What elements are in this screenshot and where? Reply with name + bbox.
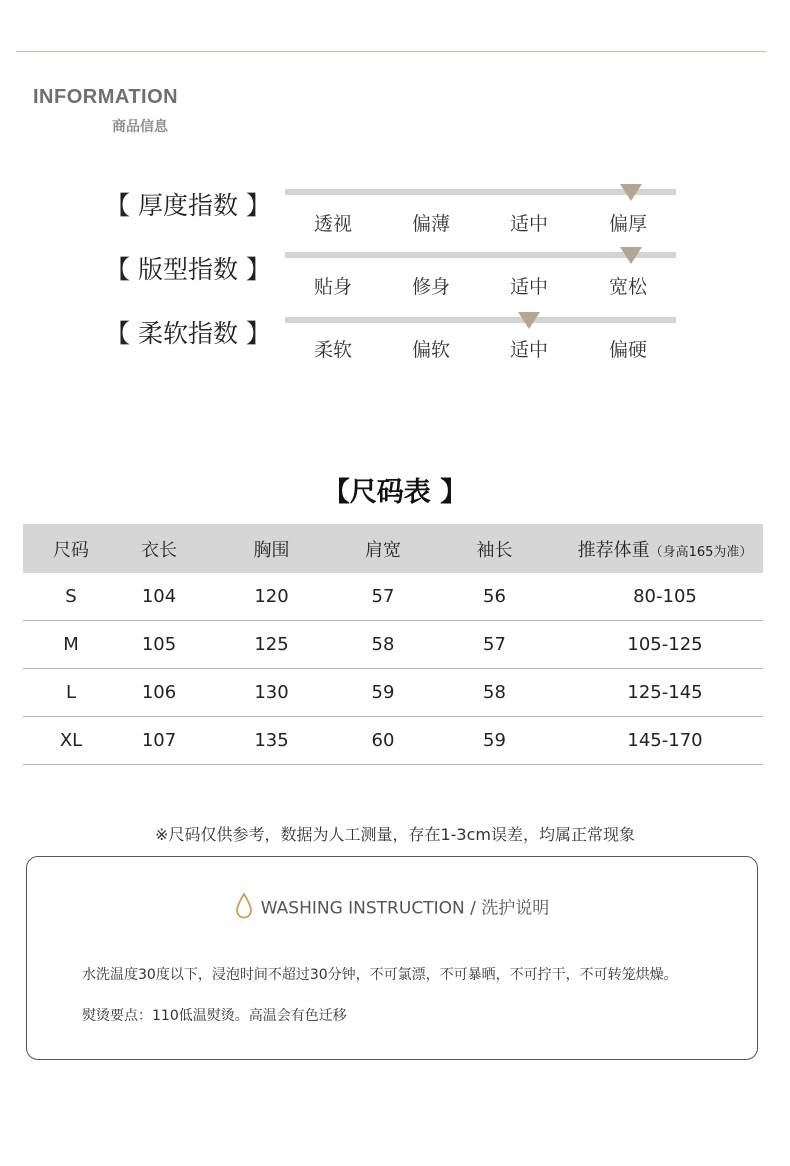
table-cell: 60 <box>344 717 422 765</box>
index-option: 适中 <box>509 213 548 235</box>
index-option: 宽松 <box>608 276 647 298</box>
table-cell: 80-105 <box>567 573 763 621</box>
table-cell: 57 <box>422 621 567 669</box>
table-cell: 135 <box>199 717 344 765</box>
washing-line-1: 水洗温度30度以下，浸泡时间不超过30分钟，不可氯漂，不可暴晒，不可拧干，不可转笼烘燥。 <box>82 967 678 983</box>
table-header-row <box>23 524 763 573</box>
table-row <box>23 573 763 621</box>
thickness-index <box>0 186 790 246</box>
index-label: 【 厚度指数 】 <box>105 191 271 220</box>
index-label: 【 版型指数 】 <box>105 255 271 284</box>
table-cell: 125 <box>199 621 344 669</box>
table-cell: 130 <box>199 669 344 717</box>
table-cell: 56 <box>422 573 567 621</box>
info-subtitle: 商品信息 <box>112 119 168 135</box>
index-option: 偏软 <box>411 339 450 361</box>
index-bar <box>285 252 676 258</box>
index-option: 偏厚 <box>608 213 647 235</box>
header-length: 衣长 <box>119 524 199 573</box>
index-option: 偏硬 <box>608 339 647 361</box>
index-bar <box>285 189 676 195</box>
table-cell: S <box>23 573 119 621</box>
index-marker <box>620 247 642 264</box>
index-option: 贴身 <box>313 276 352 298</box>
washing-header <box>27 893 757 924</box>
washing-title: WASHING INSTRUCTION / 洗护说明 <box>260 898 550 919</box>
header-weight <box>567 524 763 573</box>
index-option: 透视 <box>313 213 352 235</box>
info-title: INFORMATION <box>33 86 179 108</box>
index-label: 【 柔软指数 】 <box>105 319 271 348</box>
table-cell: L <box>23 669 119 717</box>
size-table-title: 【尺码表 】 <box>322 477 468 508</box>
fit-index <box>0 250 790 310</box>
table-cell: 104 <box>119 573 199 621</box>
index-option: 适中 <box>509 339 548 361</box>
washing-instruction-box <box>26 856 758 1060</box>
water-drop-icon <box>235 893 253 924</box>
index-option: 柔软 <box>313 339 352 361</box>
header-size: 尺码 <box>23 524 119 573</box>
table-row <box>23 621 763 669</box>
top-divider <box>16 51 766 52</box>
softness-index <box>0 314 790 374</box>
washing-line-2: 熨烫要点：110低温熨烫。高温会有色迁移 <box>82 1008 347 1024</box>
table-cell: 106 <box>119 669 199 717</box>
size-note: ※尺码仅供参考，数据为人工测量，存在1-3cm误差，均属正常现象 <box>155 825 635 844</box>
table-row <box>23 717 763 765</box>
table-cell: 58 <box>344 621 422 669</box>
table-cell: 58 <box>422 669 567 717</box>
table-row <box>23 669 763 717</box>
table-cell: M <box>23 621 119 669</box>
table-cell: 107 <box>119 717 199 765</box>
index-option: 偏薄 <box>411 213 450 235</box>
header-sleeve: 袖长 <box>422 524 567 573</box>
index-option: 修身 <box>411 276 450 298</box>
index-marker <box>518 312 540 329</box>
header-shoulder: 肩宽 <box>344 524 422 573</box>
table-cell: 57 <box>344 573 422 621</box>
table-cell: 59 <box>344 669 422 717</box>
header-weight-label: 推荐体重 <box>577 539 650 561</box>
size-table <box>23 524 763 765</box>
table-cell: 105-125 <box>567 621 763 669</box>
table-cell: 125-145 <box>567 669 763 717</box>
index-bar <box>285 317 676 323</box>
table-cell: 59 <box>422 717 567 765</box>
table-cell: 105 <box>119 621 199 669</box>
table-cell: 120 <box>199 573 344 621</box>
table-cell: XL <box>23 717 119 765</box>
index-option: 适中 <box>509 276 548 298</box>
table-cell: 145-170 <box>567 717 763 765</box>
header-chest: 胸围 <box>199 524 344 573</box>
header-weight-note: （身高165为准） <box>649 544 753 560</box>
index-marker <box>620 184 642 201</box>
